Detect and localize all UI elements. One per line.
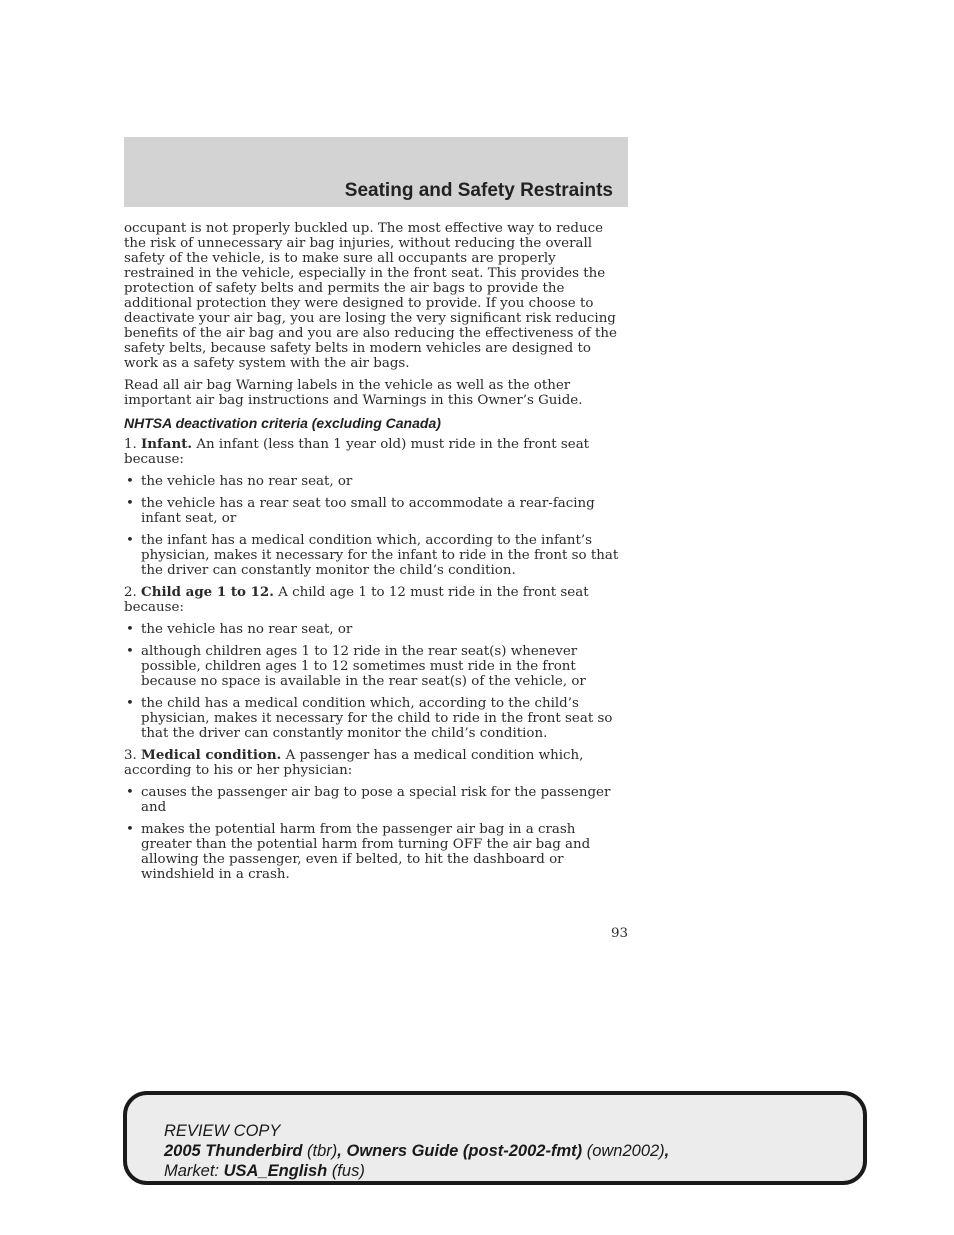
criteria-item-child [124, 585, 628, 615]
market-name: USA_English [223, 1162, 328, 1180]
market-line [164, 1161, 669, 1181]
criteria-item-medical [124, 748, 628, 778]
review-copy-box [123, 1091, 867, 1185]
list-item: • the infant has a medical condition which, according to the infant’s physician, makes it necessary for the infant to ride in the front so that the driver can constantly monitor the child’s condition. [124, 533, 628, 578]
list-item: • causes the passenger air bag to pose a special risk for the passenger and [124, 785, 628, 815]
page-number: 93 [610, 926, 628, 941]
list-item: • the vehicle has no rear seat, or [124, 622, 628, 637]
separator: , [664, 1142, 670, 1160]
item-text: An infant (less than 1 year old) must ride in the front seat because: [124, 437, 590, 467]
separator: , [337, 1142, 342, 1160]
section-header-band [124, 137, 628, 207]
item-number: 1. [124, 437, 137, 452]
list-item: • the child has a medical condition which, according to the child’s physician, makes it necessary for the child to ride in the front seat so that the driver can constantly monitor the child’s condition. [124, 696, 628, 741]
body-paragraph-2: Read all air bag Warning labels in the vehicle as well as the other important air bag instructions and Warnings in this Owner’s Guide. [124, 378, 583, 408]
page-body [124, 221, 628, 889]
criteria-item-infant [124, 437, 628, 467]
bullet-list-medical [124, 785, 628, 882]
item-term: Infant. [141, 436, 193, 452]
review-copy-label: REVIEW COPY [164, 1122, 281, 1140]
guide-code: (own2002) [586, 1142, 665, 1160]
list-item: • makes the potential harm from the passenger air bag in a crash greater than the potential harm from turning OFF the air bag and allowing the passenger, even if belted, to hit the dashboard or windshield in a crash. [124, 822, 628, 882]
list-item: • the vehicle has no rear seat, or [124, 474, 628, 489]
item-term: Child age 1 to 12. [141, 584, 274, 600]
item-term: Medical condition. [141, 747, 282, 763]
item-number: 2. [124, 585, 137, 600]
list-item: • although children ages 1 to 12 ride in the rear seat(s) whenever possible, children ages 1 to 12 sometimes must ride in the front because no space is available in the rear seat(s) of the vehicle, or [124, 644, 628, 689]
model-name: 2005 Thunderbird [164, 1142, 303, 1160]
bullet-list-child [124, 622, 628, 741]
item-number: 3. [124, 748, 137, 763]
item-text: A passenger has a medical condition which, according to his or her physician: [124, 748, 584, 778]
body-paragraph-1: occupant is not properly buckled up. The most effective way to reduce the risk of unnecessary air bag injuries, without reducing the overall safety of the vehicle, is to make sure all occupants are properly restrained in the vehicle, especially in the front seat. This provides the protection of safety belts and permits the air bags to provide the additional protection they were designed to provide. If you choose to deactivate your air bag, you are losing the very significant risk reducing benefits of the air bag and you are also reducing the effectiveness of the safety belts, because safety belts in modern vehicles are designed to work as a safety system with the air bags. [124, 221, 617, 371]
model-code: (tbr) [307, 1142, 338, 1160]
item-text: A child age 1 to 12 must ride in the front seat because: [124, 585, 589, 615]
section-heading: NHTSA deactivation criteria (excluding Canada) [124, 415, 441, 431]
bullet-list-infant [124, 474, 628, 578]
guide-name: Owners Guide (post-2002-fmt) [346, 1142, 583, 1160]
market-label: Market: [164, 1162, 220, 1180]
section-title: Seating and Safety Restraints [344, 180, 613, 201]
review-copy-text [164, 1121, 669, 1181]
document-info-line [164, 1141, 669, 1161]
market-code: (fus) [331, 1162, 365, 1180]
list-item: • the vehicle has a rear seat too small to accommodate a rear-facing infant seat, or [124, 496, 628, 526]
